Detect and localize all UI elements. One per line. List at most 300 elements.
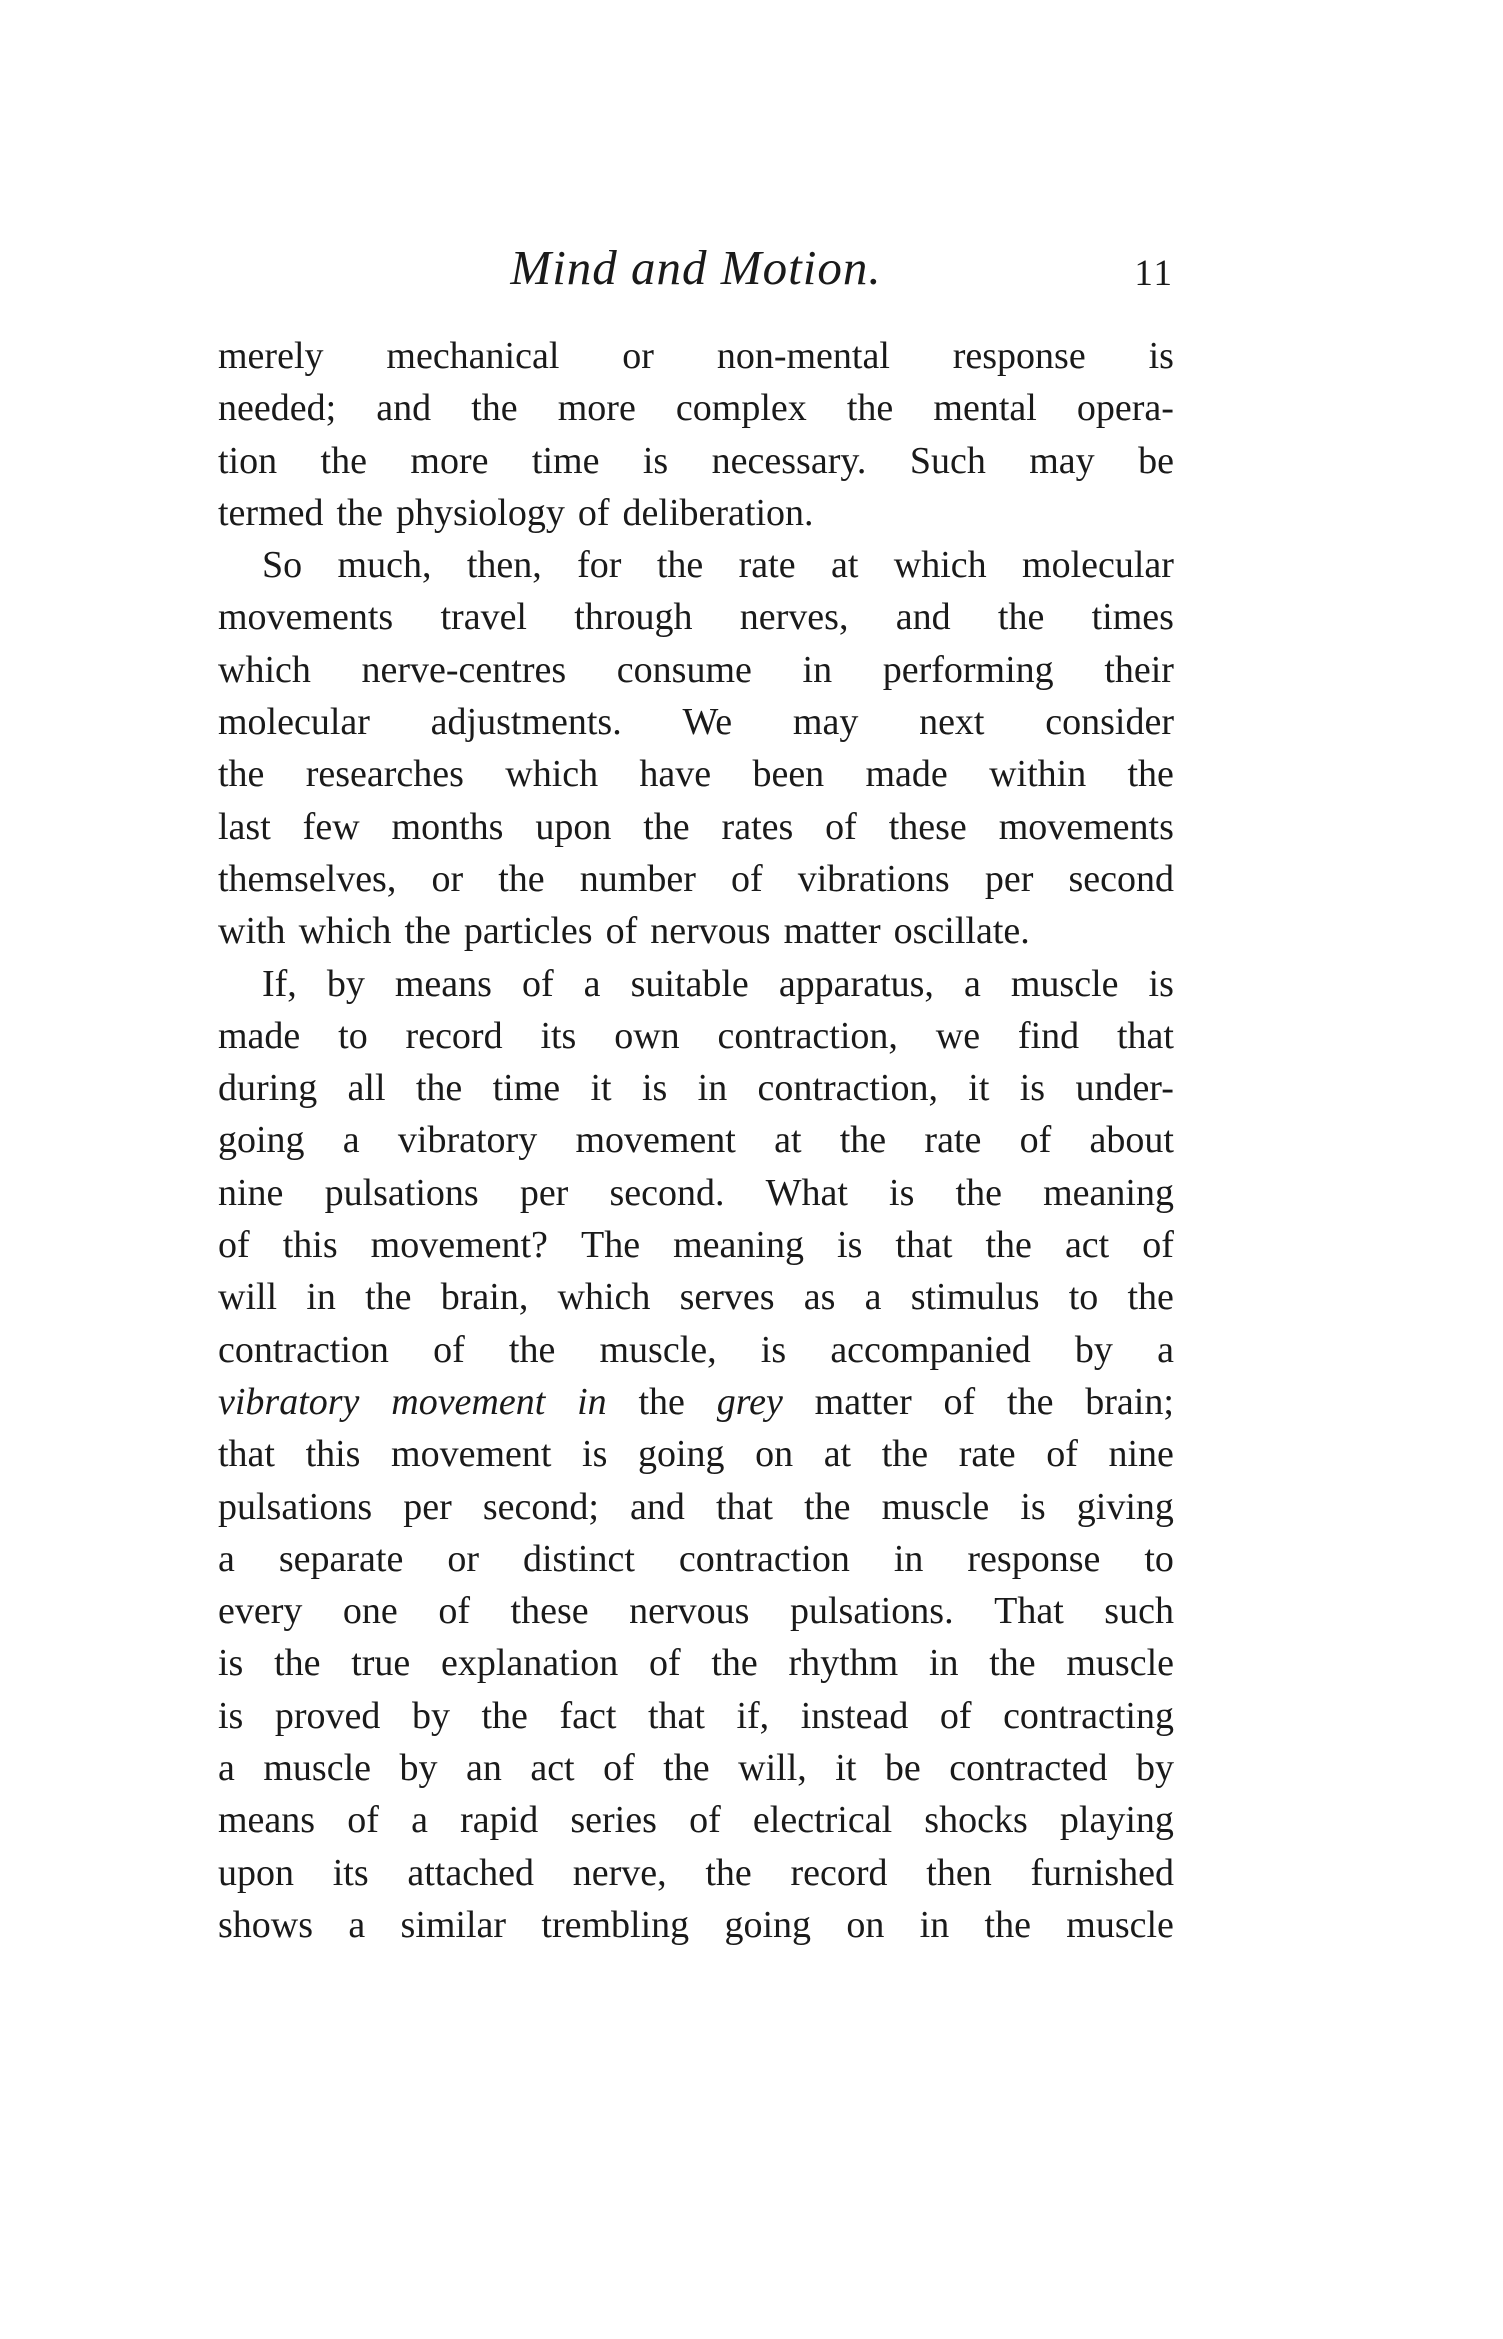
word: of	[1142, 1224, 1174, 1267]
word: going	[637, 1433, 725, 1476]
word: matter	[814, 1380, 912, 1423]
word: molecular	[1022, 544, 1174, 587]
word: muscle	[263, 1747, 371, 1790]
word: that	[647, 1694, 705, 1737]
word: Such	[909, 439, 986, 482]
text-line	[218, 1271, 1174, 1323]
word: muscle	[881, 1485, 990, 1528]
word: a	[342, 1119, 360, 1162]
word: giving	[1076, 1485, 1174, 1528]
word: nerve-centres	[361, 648, 567, 691]
text-line	[218, 1481, 1174, 1533]
word: movements	[218, 596, 394, 639]
word: means	[394, 962, 492, 1005]
word: that	[715, 1485, 773, 1528]
word: the	[804, 1485, 851, 1528]
word: of	[433, 1328, 465, 1371]
word: stimulus	[910, 1276, 1040, 1319]
text-line	[218, 958, 1174, 1010]
word: the	[881, 1433, 929, 1476]
text-line	[218, 1167, 1174, 1219]
word: furnished	[1030, 1851, 1174, 1894]
word: such	[1104, 1590, 1174, 1633]
word: a	[963, 962, 981, 1005]
paragraph	[218, 958, 1174, 1952]
word: of	[1046, 1433, 1078, 1476]
word: made	[865, 753, 948, 796]
word: apparatus,	[778, 962, 934, 1005]
word: a	[218, 1747, 235, 1790]
word: through	[574, 596, 693, 639]
text-line	[218, 1219, 1174, 1271]
word: a	[1157, 1328, 1174, 1371]
word: pulsations	[324, 1171, 479, 1214]
word: movements	[998, 805, 1174, 848]
word: consider	[1045, 701, 1174, 744]
word: and	[895, 596, 951, 639]
word: particles	[463, 910, 593, 953]
word: the	[705, 1851, 752, 1894]
word: nine	[218, 1171, 284, 1214]
running-head	[218, 238, 1174, 298]
word: an	[465, 1747, 502, 1790]
word: attached	[407, 1851, 534, 1894]
word: it	[968, 1067, 990, 1110]
word: upon	[535, 805, 612, 848]
word: of	[438, 1590, 470, 1633]
word: more	[410, 439, 489, 482]
word: these	[888, 805, 967, 848]
word: time	[492, 1067, 561, 1110]
word: nerves,	[739, 596, 849, 639]
word: its	[332, 1851, 369, 1894]
word: second.	[609, 1171, 725, 1214]
word: going	[218, 1119, 305, 1162]
word: of	[521, 962, 554, 1005]
word: the	[839, 1119, 887, 1162]
word: of	[825, 805, 857, 848]
word: separate	[278, 1537, 404, 1580]
page-number: 11	[1134, 253, 1174, 294]
word: in	[577, 1380, 607, 1423]
word: the	[274, 1642, 321, 1685]
text-line	[218, 1324, 1174, 1376]
word: That	[994, 1590, 1064, 1633]
word: contracting	[1003, 1694, 1174, 1737]
word: few	[302, 805, 360, 848]
text-line	[218, 539, 1174, 591]
word: contraction	[678, 1537, 850, 1580]
word: playing	[1059, 1799, 1174, 1842]
word: a	[583, 962, 601, 1005]
word: matter	[783, 910, 881, 953]
word: in	[893, 1537, 924, 1580]
word: performing	[882, 648, 1054, 691]
word: under-	[1075, 1067, 1174, 1110]
word: rate	[958, 1433, 1016, 1476]
word: explanation	[440, 1642, 619, 1685]
word: of	[1019, 1119, 1052, 1162]
word: means	[218, 1799, 316, 1842]
word: or	[622, 335, 654, 377]
word: movement	[575, 1119, 736, 1162]
text-line	[218, 1794, 1174, 1846]
word: travel	[440, 596, 527, 639]
word: by	[399, 1747, 438, 1790]
text-line	[218, 905, 1174, 957]
word: made	[218, 1014, 301, 1057]
word: rate	[924, 1119, 982, 1162]
word: proved	[274, 1694, 381, 1737]
word: the	[218, 753, 265, 796]
word: it	[835, 1747, 857, 1790]
word: is	[641, 1067, 668, 1110]
text-line	[218, 1690, 1174, 1742]
text-line	[218, 1062, 1174, 1114]
word: the	[997, 596, 1045, 639]
word: upon	[218, 1851, 294, 1894]
word: that	[218, 1433, 275, 1476]
word: mental	[933, 387, 1037, 430]
text-line	[218, 1010, 1174, 1062]
word: have	[639, 753, 712, 796]
word: to	[1144, 1537, 1174, 1580]
word: tion	[218, 439, 278, 482]
word: the	[1127, 1276, 1174, 1319]
word: per	[984, 857, 1034, 900]
text-line	[218, 487, 1174, 539]
word: the	[1007, 1380, 1054, 1423]
word: or	[431, 857, 464, 900]
word: in	[928, 1642, 959, 1685]
word: by	[411, 1694, 450, 1737]
word: at	[823, 1433, 852, 1476]
word: the	[638, 1380, 685, 1423]
word: muscle	[1066, 1903, 1174, 1946]
word: pulsations.	[789, 1590, 954, 1633]
word: rates	[721, 805, 794, 848]
text-line	[218, 748, 1174, 800]
word: is	[1019, 1067, 1046, 1110]
word: mechanical	[386, 335, 560, 377]
word: which	[505, 753, 599, 796]
word: on	[755, 1433, 794, 1476]
word: at	[830, 544, 859, 587]
word: the	[498, 857, 545, 900]
text-line	[218, 1376, 1174, 1428]
word: complex	[675, 387, 807, 430]
word: termed	[218, 491, 324, 534]
word: movement	[391, 1433, 552, 1476]
word: nerve,	[572, 1851, 667, 1894]
word: suitable	[630, 962, 749, 1005]
word: nervous	[650, 910, 771, 953]
word: contraction,	[757, 1067, 938, 1110]
word: every	[218, 1590, 303, 1633]
word: be	[884, 1747, 921, 1790]
word: the	[415, 1067, 463, 1110]
word: a	[218, 1537, 235, 1580]
word: muscle,	[599, 1328, 717, 1371]
text-line	[218, 1899, 1174, 1951]
word: rhythm	[788, 1642, 899, 1685]
word: is	[1148, 962, 1174, 1005]
word: number	[579, 857, 696, 900]
word: movement?	[370, 1224, 548, 1267]
word: brain,	[440, 1276, 529, 1319]
word: fact	[559, 1694, 617, 1737]
word: vibratory	[218, 1380, 360, 1423]
word: to	[338, 1014, 368, 1057]
word: shows	[218, 1903, 314, 1946]
word: meaning	[1043, 1171, 1174, 1214]
word: non-mental	[716, 335, 890, 377]
word: by	[326, 962, 365, 1005]
word: will	[218, 1276, 278, 1319]
text-line	[218, 1114, 1174, 1166]
word: the	[989, 1642, 1036, 1685]
word: the	[984, 1903, 1031, 1946]
word: its	[540, 1014, 577, 1057]
text-line	[218, 382, 1174, 434]
word: at	[774, 1119, 802, 1162]
word: own	[614, 1014, 680, 1057]
word: the	[508, 1328, 556, 1371]
word: contraction,	[717, 1014, 898, 1057]
word: is	[642, 439, 669, 482]
text-line	[218, 591, 1174, 643]
word: time	[531, 439, 600, 482]
word: a	[864, 1276, 882, 1319]
word: serves	[679, 1276, 775, 1319]
word: times	[1091, 596, 1174, 639]
word: that	[1116, 1014, 1174, 1057]
word: the	[320, 439, 367, 482]
word: meaning	[673, 1224, 804, 1267]
text-line	[218, 1585, 1174, 1637]
word: the	[656, 544, 704, 587]
word: is	[837, 1224, 863, 1267]
word: is	[218, 1694, 244, 1737]
word: series	[570, 1799, 657, 1842]
word: instead	[800, 1694, 909, 1737]
word: of	[603, 1747, 635, 1790]
word: the	[481, 1694, 528, 1737]
text-line	[218, 853, 1174, 905]
word: the	[643, 805, 690, 848]
word: we	[935, 1014, 981, 1057]
word: that	[895, 1224, 953, 1267]
word: the	[663, 1747, 710, 1790]
word: vibratory	[397, 1119, 538, 1162]
word: the	[985, 1224, 1032, 1267]
word: next	[919, 701, 985, 744]
word: response	[967, 1537, 1101, 1580]
paragraph	[218, 330, 1174, 539]
word: of	[605, 910, 638, 953]
text-line	[218, 644, 1174, 696]
word: within	[989, 753, 1087, 796]
word: with	[218, 910, 286, 953]
word: going	[724, 1903, 812, 1946]
word: of	[730, 857, 763, 900]
word: contracted	[949, 1747, 1108, 1790]
word: of	[648, 1642, 681, 1685]
word: this	[305, 1433, 361, 1476]
word: rate	[738, 544, 796, 587]
word: and	[376, 387, 432, 430]
word: similar	[400, 1903, 507, 1946]
word: in	[306, 1276, 336, 1319]
word: is	[582, 1433, 608, 1476]
word: in	[697, 1067, 728, 1110]
word: then,	[466, 544, 542, 587]
word: and	[630, 1485, 685, 1528]
word: which	[298, 910, 392, 953]
word: nervous	[629, 1590, 750, 1633]
word: So	[262, 544, 303, 587]
word: true	[351, 1642, 411, 1685]
word: then	[926, 1851, 992, 1894]
word: muscle	[1066, 1642, 1174, 1685]
word: What	[765, 1171, 848, 1214]
word: second;	[482, 1485, 599, 1528]
word: be	[1138, 439, 1174, 482]
word: all	[347, 1067, 386, 1110]
text-line	[218, 696, 1174, 748]
word: record	[790, 1851, 888, 1894]
word: to	[1068, 1276, 1099, 1319]
word: grey	[716, 1380, 783, 1423]
word: during	[218, 1067, 318, 1110]
word: a	[411, 1799, 428, 1842]
word: molecular	[218, 701, 370, 744]
word: last	[218, 805, 271, 848]
word: about	[1089, 1119, 1174, 1162]
word: of	[689, 1799, 721, 1842]
word: the	[711, 1642, 758, 1685]
word: accompanied	[830, 1328, 1031, 1371]
word: pulsations	[218, 1485, 373, 1528]
word: consume	[616, 648, 752, 691]
word: more	[557, 387, 636, 430]
paragraph	[218, 539, 1174, 957]
word: for	[577, 544, 622, 587]
word: is	[1148, 335, 1174, 377]
word: in	[919, 1903, 950, 1946]
word: movement	[391, 1380, 546, 1423]
word: per	[519, 1171, 569, 1214]
word: this	[282, 1224, 338, 1267]
word: needed;	[218, 387, 337, 430]
word: one	[342, 1590, 398, 1633]
word: been	[752, 753, 825, 796]
word: of	[218, 1224, 250, 1267]
text-line	[218, 435, 1174, 487]
word: by	[1135, 1747, 1174, 1790]
word: months	[391, 805, 504, 848]
word: brain;	[1085, 1380, 1174, 1423]
word: deliberation.	[622, 491, 814, 534]
word: will,	[738, 1747, 807, 1790]
word: the	[1127, 753, 1174, 796]
word: is	[889, 1171, 915, 1214]
word: of	[943, 1380, 976, 1423]
word: physiology	[395, 491, 565, 534]
word: the	[471, 387, 518, 430]
text-line	[218, 330, 1174, 382]
word: shocks	[924, 1799, 1028, 1842]
word: which	[557, 1276, 651, 1319]
word: necessary.	[711, 439, 867, 482]
word: is	[1020, 1485, 1046, 1528]
body-text	[218, 330, 1174, 1951]
word: act	[1064, 1224, 1110, 1267]
word: may	[792, 701, 859, 744]
word: these	[510, 1590, 589, 1633]
word: act	[530, 1747, 575, 1790]
word: of	[577, 491, 610, 534]
word: rapid	[460, 1799, 539, 1842]
word: is	[760, 1328, 787, 1371]
word: We	[682, 701, 733, 744]
word: If,	[262, 962, 297, 1005]
word: the	[365, 1276, 412, 1319]
word: or	[447, 1537, 479, 1580]
word: response	[952, 335, 1086, 377]
word: second	[1068, 857, 1174, 900]
word: the	[955, 1171, 1002, 1214]
word: per	[403, 1485, 452, 1528]
word: of	[347, 1799, 379, 1842]
word: a	[348, 1903, 366, 1946]
word: of	[939, 1694, 972, 1737]
text-line	[218, 1847, 1174, 1899]
word: distinct	[523, 1537, 635, 1580]
running-title: Mind and Motion.	[510, 240, 882, 295]
word: adjustments.	[430, 701, 622, 744]
word: the	[336, 491, 383, 534]
word: which	[218, 648, 311, 691]
word: much,	[337, 544, 432, 587]
word: electrical	[752, 1799, 893, 1842]
word: the	[846, 387, 894, 430]
word: themselves,	[218, 857, 397, 900]
word: record	[405, 1014, 503, 1057]
word: in	[802, 648, 833, 691]
text-line	[218, 1637, 1174, 1689]
word: merely	[218, 335, 324, 377]
word: contraction	[218, 1328, 389, 1371]
text-line	[218, 1533, 1174, 1585]
word: is	[218, 1642, 244, 1685]
word: may	[1029, 439, 1095, 482]
word: muscle	[1010, 962, 1119, 1005]
word: oscillate.	[893, 910, 1030, 953]
word: The	[580, 1224, 641, 1267]
word: nine	[1108, 1433, 1174, 1476]
word: vibrations	[797, 857, 950, 900]
text-line	[218, 801, 1174, 853]
word: their	[1104, 648, 1174, 691]
word: opera-	[1076, 387, 1174, 430]
text-line	[218, 1742, 1174, 1794]
word: find	[1017, 1014, 1080, 1057]
word: as	[803, 1276, 836, 1319]
word: it	[590, 1067, 612, 1110]
word: by	[1074, 1328, 1113, 1371]
word: if,	[736, 1694, 770, 1737]
